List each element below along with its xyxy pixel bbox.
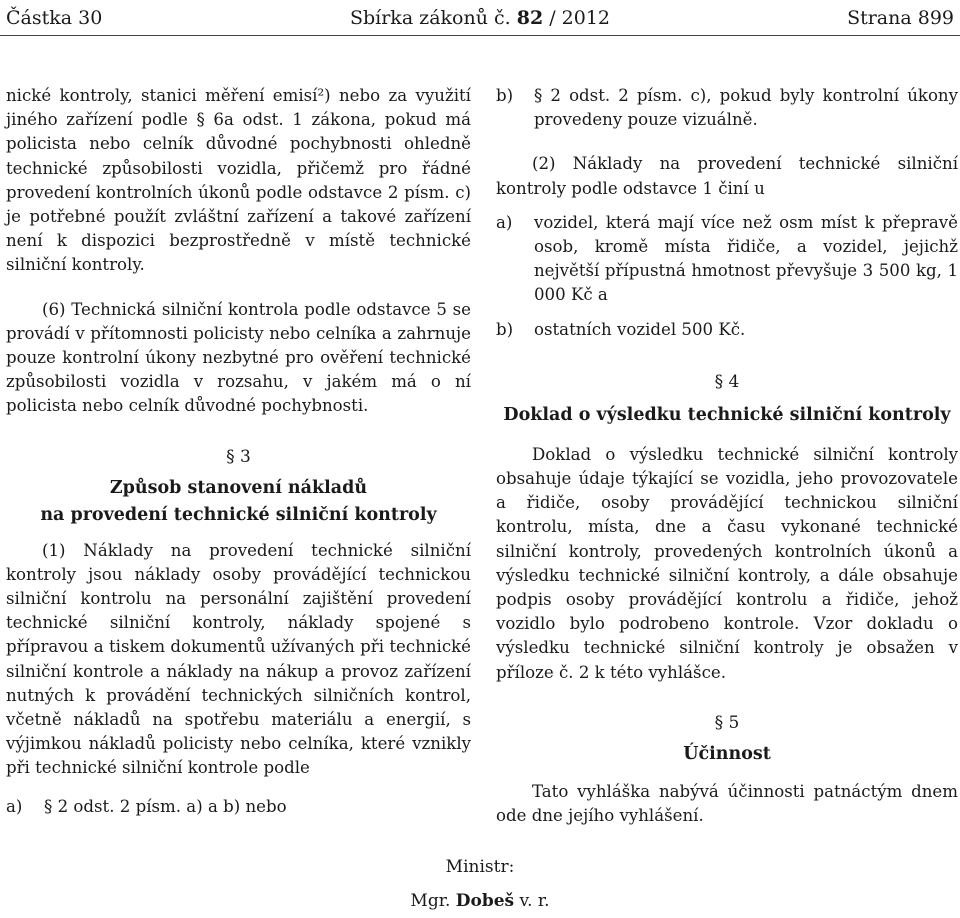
signatory-name xyxy=(0,884,960,918)
header-divider xyxy=(0,35,960,36)
signatory-suffix: v. r. xyxy=(519,891,550,911)
section-3-title-line2: na provedení technické silniční kontroly xyxy=(40,504,437,525)
section-5-number: § 5 xyxy=(714,712,740,733)
collection-title xyxy=(6,4,954,32)
paragraph-1: (1) Náklady na provedení technické silniční kontroly jsou náklady osoby provádějící technickou silniční kontrolu na personální zajištění provedení technické silniční kontroly, náklady spojené s přípravou a tiskem dokumentů užívaných při technické silniční kontrole a náklady na nákup a provoz zařízení nutných k provádění technických silničních kontrol, včetně nákladů na spotřebu materiálu a energií, s výjimkou nákladů policisty nebo celníka, které vznikly při technické silniční kontrole podle xyxy=(6,540,471,778)
section-5-title: Účinnost xyxy=(683,743,771,764)
issue-number: Částka 30 xyxy=(6,7,103,29)
cost-item-a xyxy=(496,211,958,308)
paragraph-ucinnost: Tato vyhláška nabývá účinnosti patnáctým dnem ode dne jejího vyhlášení. xyxy=(496,781,958,826)
signatory-title: Mgr. xyxy=(410,891,451,911)
page-header xyxy=(6,4,954,32)
cost-item-b-label: b) xyxy=(496,319,514,339)
cost-item-b-text: ostatních vozidel 500 Kč. xyxy=(534,319,746,339)
list-item-a xyxy=(6,795,471,819)
list-item-a-label: a) xyxy=(6,796,23,816)
section-4-number: § 4 xyxy=(714,371,740,392)
collection-number: 82 xyxy=(516,7,544,29)
cost-item-b xyxy=(496,318,958,342)
section-3-title-line1: Způsob stanovení nákladů xyxy=(109,477,368,498)
list-item-b xyxy=(496,84,958,132)
cost-item-a-label: a) xyxy=(496,212,513,232)
cost-item-a-text: vozidel, která mají více než osm míst k přepravě osob, kromě místa řidiče, a vozidel, jejichž největší přípustná hmotnost převyšuje 3 500 kg, 1 000 Kč a xyxy=(534,212,958,305)
paragraph-doklad: Doklad o výsledku technické silniční kontroly obsahuje údaje týkající se vozidla, jeho provozovatele a řidiče, osoby provádějící technickou silniční kontrolu, místa, dne a času vykonané technické silniční kontroly, provedených kontrolních úkonů a výsledku technické silniční kontroly, a dále obsahuje podpis osoby provádějící kontrolu a řidiče, jehož vozidlo bylo podrobeno kontrole. Vzor dokladu o výsledku technické silniční kontroly je obsažen v příloze č. 2 k této vyhlášce. xyxy=(496,444,958,682)
left-column xyxy=(6,84,471,819)
continued-paragraph: nické kontroly, stanici měření emisí²) nebo za využití jiného zařízení podle § 6a odst. 1 zákona, pokud má policista nebo celník důvodné pochybnosti ohledně technické způsobilosti vozidla, přičemž pro řádné provedení kontrolních úkonů podle odstavce 2 písm. c) je potřebné použít zvláštní zařízení a takové zařízení není k dispozici bezprostředně v místě technické silniční kontroly. xyxy=(6,86,471,275)
signatory-role: Ministr: xyxy=(445,857,515,877)
paragraph-2: (2) Náklady na provedení technické silniční kontroly podle odstavce 1 činí u xyxy=(496,154,958,198)
list-item-a-text: § 2 odst. 2 písm. a) a b) nebo xyxy=(44,796,287,816)
page-number: Strana 899 xyxy=(847,7,954,29)
section-4-title: Doklad o výsledku technické silniční kontroly xyxy=(503,404,951,425)
signature-block xyxy=(0,850,960,918)
list-item-b-text: § 2 odst. 2 písm. c), pokud byly kontrolní úkony provedeny pouze vizuálně. xyxy=(534,86,958,130)
collection-year: / 2012 xyxy=(549,7,611,29)
list-item-b-label: b) xyxy=(496,86,514,105)
right-column xyxy=(496,84,958,828)
section-3-number: § 3 xyxy=(226,446,251,467)
collection-prefix: Sbírka zákonů č. xyxy=(349,7,511,29)
signatory-surname: Dobeš xyxy=(455,891,515,911)
paragraph-6: (6) Technická silniční kontrola podle odstavce 5 se provádí v přítomnosti policisty nebo celníka a zahrnuje pouze kontrolní úkony nezbytné pro ověření technické způsobilosti vozidla v rozsahu, v jakém má o ní policista nebo celník důvodné pochybnosti. xyxy=(6,299,471,416)
